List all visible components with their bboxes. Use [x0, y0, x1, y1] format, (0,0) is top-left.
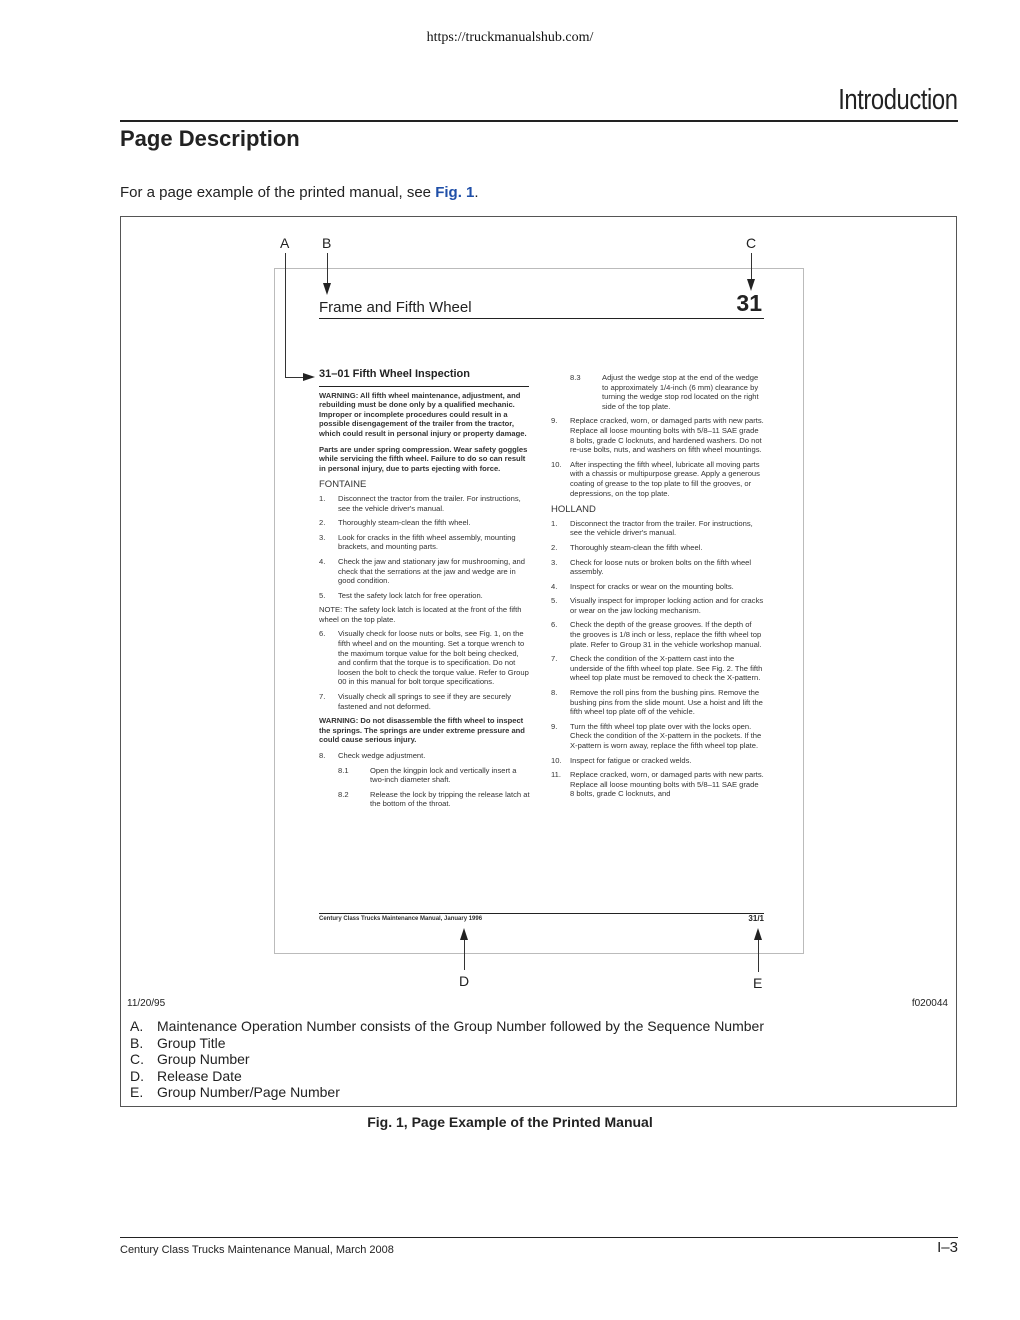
legend-key: D.	[130, 1067, 144, 1084]
step-text: Inspect for fatigue or cracked welds.	[570, 755, 692, 765]
step-number: 3.	[551, 557, 558, 567]
step-text: Turn the fifth wheel top plate over with the locks open. Check the condition of the X-pattern in the pockets. If the X-pattern is worn away, replace the fifth wheel top plate.	[570, 721, 762, 750]
sample-step	[319, 518, 531, 528]
step-number: 6.	[551, 620, 558, 630]
sample-subhead: HOLLAND	[551, 504, 596, 516]
step-number: 10.	[551, 459, 562, 469]
intro-text: For a page example of the printed manual, see	[120, 184, 436, 201]
fig-1-link[interactable]: Fig. 1	[435, 184, 475, 201]
figure-caption: Fig. 1, Page Example of the Printed Manual	[367, 1114, 653, 1130]
step-number: 7.	[319, 692, 326, 702]
step-number: 6.	[319, 629, 326, 639]
step-text: Visually check all springs to see if they are securely fastened and not deformed.	[338, 692, 511, 711]
step-number: 4.	[551, 581, 558, 591]
arrow-down-icon	[323, 283, 331, 295]
sample-step	[551, 519, 764, 538]
sample-step	[551, 460, 764, 498]
section-title: Introduction	[838, 84, 958, 116]
sample-step	[551, 596, 764, 615]
sample-step	[551, 558, 764, 577]
callout-b: B	[322, 235, 332, 251]
step-text: Release the lock by tripping the release latch at the bottom of the throat.	[370, 789, 530, 809]
arrow-up-icon	[754, 928, 762, 940]
sample-step	[551, 654, 764, 683]
step-text: Replace cracked, worn, or damaged parts with new parts. Replace all loose mounting bolts with 5/8–11 SAE grade 8 bolts, grade C locknuts, and	[570, 770, 764, 799]
page-title: Page Description	[120, 126, 300, 151]
sample-section-heading: 31–01 Fifth Wheel Inspection	[319, 370, 529, 387]
step-text: Inspect for cracks or wear on the mounting bolts.	[570, 581, 734, 591]
step-number: 2.	[551, 542, 558, 552]
footer-page-number: I–3	[937, 1239, 958, 1256]
footer-rule	[120, 1237, 958, 1238]
step-number: 1.	[551, 518, 558, 528]
legend-text: Group Title	[157, 1034, 226, 1051]
sample-note: NOTE: The safety lock latch is located at the front of the fifth wheel on the top plate.	[319, 605, 522, 624]
intro-text-end: .	[474, 184, 479, 201]
legend-item	[130, 1018, 764, 1035]
step-text: Replace cracked, worn, or damaged parts with new parts. Replace all loose mounting bolts with 5/8–11 SAE grade 8 bolts, grade C locknuts, and hardened washers. Do not re-use bolts, nuts, and washers on fifth wheel mountings.	[570, 416, 764, 455]
step-text: Thoroughly steam-clean the fifth wheel.	[338, 518, 471, 528]
sample-footer-page: 31/1	[748, 914, 764, 923]
legend-key: C.	[130, 1051, 144, 1068]
sample-group-title: Frame and Fifth Wheel	[319, 299, 472, 316]
callout-d: D	[459, 973, 470, 989]
sample-step	[551, 688, 764, 717]
step-text: Adjust the wedge stop at the end of the wedge to approximately 1/4-inch (6 mm) clearance by turning the wedge stop rod located on the right side of the top plate.	[602, 373, 759, 411]
step-number: 8.	[551, 688, 558, 698]
leader-a-horizontal	[285, 377, 303, 378]
intro-paragraph	[120, 184, 479, 201]
legend-text: Release Date	[157, 1067, 242, 1084]
step-number: 7.	[551, 654, 558, 664]
step-number: 11.	[551, 770, 561, 780]
sample-substep	[551, 373, 764, 411]
leader-d	[464, 940, 465, 970]
legend-key: B.	[130, 1034, 144, 1051]
sample-substep	[319, 790, 531, 809]
sample-substep	[319, 766, 531, 785]
leader-b	[327, 253, 328, 283]
step-text: Check for loose nuts or broken bolts on the fifth wheel assembly.	[570, 557, 752, 577]
leader-e	[758, 940, 759, 972]
sample-step	[551, 582, 764, 592]
sample-step	[319, 692, 531, 711]
sample-step	[319, 533, 531, 552]
step-number: 8.2	[338, 789, 349, 799]
step-number: 3.	[319, 532, 326, 542]
callout-a: A	[280, 235, 290, 251]
step-number: 9.	[551, 416, 558, 426]
leader-a-vertical	[285, 253, 286, 377]
footer-manual-title: Century Class Trucks Maintenance Manual, March 2008	[120, 1244, 394, 1256]
legend-item	[130, 1068, 764, 1085]
step-number: 5.	[319, 590, 326, 600]
step-text: Check the depth of the grease grooves. If the depth of the grooves is 1/8 inch or less, replace the fifth wheel top plate. Refer to Group 31 in the vehicle workshop manual.	[570, 620, 762, 649]
callout-c: C	[746, 235, 757, 251]
source-url: https://truckmanualshub.com/	[426, 30, 594, 45]
sample-warning: Parts are under spring compression. Wear safety goggles while servicing the fifth wheel. Failure to do so can result in personal injury, due to parts ejecting with force.	[319, 444, 528, 473]
sample-step	[551, 770, 764, 799]
step-number: 1.	[319, 493, 326, 503]
legend-text: Maintenance Operation Number consists of the Group Number followed by the Sequence Number	[157, 1018, 764, 1034]
step-number: 5.	[551, 596, 558, 606]
step-number: 9.	[551, 721, 558, 731]
sample-step	[551, 543, 764, 553]
step-text: Open the kingpin lock and vertically insert a two-inch diameter shaft.	[370, 765, 517, 785]
header-rule	[120, 120, 958, 122]
legend-item	[130, 1051, 764, 1068]
sample-step	[551, 416, 764, 454]
sample-warning: WARNING: Do not disassemble the fifth wheel to inspect the springs. The springs are under extreme pressure and could cause serious injury.	[319, 716, 525, 745]
step-number: 2.	[319, 518, 326, 528]
step-text: Visually inspect for improper locking action and for cracks or wear on the jaw locking mechanism.	[570, 596, 764, 615]
figure-legend	[130, 1018, 764, 1101]
legend-key: A.	[130, 1018, 144, 1034]
sample-step	[319, 629, 531, 687]
sample-footer-rule	[319, 913, 764, 914]
step-number: 8.1	[338, 765, 349, 775]
sample-header-rule	[319, 318, 764, 319]
sample-warning: WARNING: All fifth wheel maintenance, adjustment, and rebuilding must be done only by a qualified mechanic. Improper or incomplete procedures could result in a possible disengagement of the trailer from the tractor, which could result in personal injury or property damage.	[319, 390, 527, 438]
sample-group-number: 31	[736, 290, 762, 316]
legend-text: Group Number/Page Number	[157, 1084, 340, 1101]
sample-step	[551, 722, 764, 751]
legend-item	[130, 1035, 764, 1052]
arrow-up-icon	[460, 928, 468, 940]
step-text: Visually check for loose nuts or bolts, see Fig. 1, on the fifth wheel and on the mounting. Set a torque wrench to the maximum torque value for the bolt being checked, and confirm that the torque is to specification. Do not loosen the bolt to check the torque value. Refer to Group 00 in this manual for bolt torque specifications.	[338, 629, 529, 687]
step-text: After inspecting the fifth wheel, lubricate all moving parts with a chassis or multipurpose grease. Apply a generous coating of grease to the top plate to fill the grooves, or depressions, on the top plate.	[570, 459, 760, 498]
step-text: Disconnect the tractor from the trailer. For instructions, see the vehicle driver's manual.	[338, 493, 521, 513]
step-number: 4.	[319, 556, 326, 566]
callout-e: E	[753, 975, 763, 991]
sample-right-column	[551, 373, 764, 804]
step-text: Check the jaw and stationary jaw for mushrooming, and check that the serrations at the jaw and wedge are in good condition.	[338, 556, 525, 586]
step-number: 8.	[319, 751, 326, 760]
step-number: 8.3	[570, 373, 581, 382]
sample-subhead: FONTAINE	[319, 479, 367, 491]
step-text: Thoroughly steam-clean the fifth wheel.	[570, 542, 703, 552]
step-text: Disconnect the tractor from the trailer. For instructions, see the vehicle driver's manual.	[570, 518, 753, 538]
legend-key: E.	[130, 1084, 144, 1101]
sample-step	[551, 756, 764, 766]
legend-item	[130, 1084, 764, 1101]
step-text: Look for cracks in the fifth wheel assembly, mounting brackets, and mounting parts.	[338, 532, 516, 552]
sample-footer-title: Century Class Trucks Maintenance Manual, January 1996	[319, 916, 483, 922]
leader-c	[751, 253, 752, 279]
step-text: Test the safety lock latch for free operation.	[338, 590, 483, 600]
step-text: Remove the roll pins from the bushing pins. Remove the bushing pins from the slide mount. Use a hoist and lift the fifth wheel top plate off of the vehicle.	[570, 688, 763, 717]
sample-step	[319, 751, 531, 761]
step-number: 10.	[551, 755, 562, 765]
legend-text: Group Number	[157, 1051, 250, 1068]
figure-id: f020044	[911, 998, 948, 1009]
sample-left-column	[319, 370, 531, 814]
sample-step	[551, 620, 764, 649]
sample-step	[319, 494, 531, 513]
step-text: Check wedge adjustment.	[338, 751, 426, 760]
figure-date: 11/20/95	[127, 998, 166, 1009]
step-text: Check the condition of the X-pattern cast into the underside of the fifth wheel top plate. See Fig. 2. The fifth wheel top plate must be removed to check the X-pattern.	[570, 654, 763, 683]
sample-step	[319, 591, 531, 601]
arrow-right-icon	[303, 373, 315, 381]
sample-step	[319, 557, 531, 586]
